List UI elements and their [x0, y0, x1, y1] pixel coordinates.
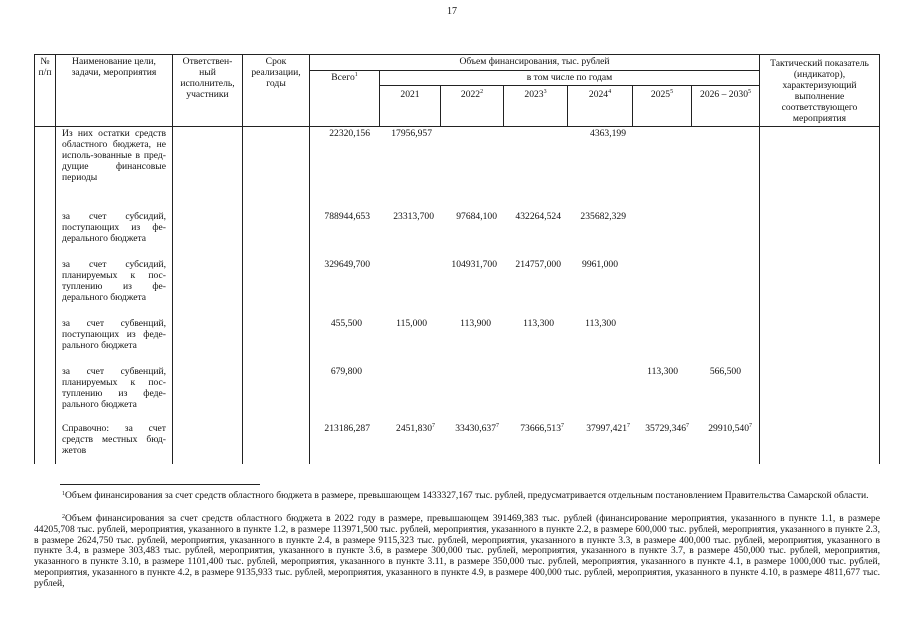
footnote-1: $^1$Объем финансирования за счет средств областного бюджета в размере, превышающем 1433327,167 тыс. рублей, предусматривается отдельным постановлением Правительства Самарской области. — [62, 490, 869, 501]
row-total: 329649,700 — [324, 259, 370, 270]
row-value: 23313,700 — [393, 211, 434, 222]
row-value: 113,300 — [585, 318, 616, 329]
row-value: 113,300 — [647, 366, 678, 377]
row-value: 113,300 — [523, 318, 554, 329]
row-value: 17956,957 — [391, 128, 432, 139]
row-value: 214757,000 — [515, 259, 561, 270]
row-value: 9961,000 — [582, 259, 618, 270]
row-value: 33430,637$^7$ — [455, 423, 499, 434]
financing-table — [34, 54, 880, 464]
row-total: 788944,653 — [324, 211, 370, 222]
footnote-2: $^2$Объем финансирования за счет средств областного бюджета в 2022 году в размере, превышающем 391469,383 тыс. рублей (финансирование мероприятия, указанного в пункте 1.1, в размере 44205,708 тыс. рублей, мероприятия, указанного в пункте 1.2, в размере 113971,500 тыс. рублей, мероприятия, указанного в пункте 2.2, в размере 600,000 тыс. рублей, мероприятия, указанного в пункте 2.3, в размере 2624,750 тыс. рублей, мероприятия, указанного в пункте 2.4, в размере 9115,323 тыс. рублей, мероприятия, указанного в пункте 3.3, в размере 400,000 тыс. рублей, мероприятия, указанного в пункте 3.4, в размере 303,483 тыс. рублей, мероприятия, указанного в пункте 3.6, в размере 300,000 тыс. рублей, мероприятия, указанного в пункте 3.7, в размере 450,000 тыс. рублей, мероприятия, указанного в пункте 3.10, в размере 1101,400 тыс. рублей, мероприятия, указанного в пункте 3.11, в размере 350,000 тыс. рублей, мероприятия, указанного в пункте 4.1, в размере 1000,000 тыс. рублей, мероприятия, указанного в пункте 4.2, в размере 9135,933 тыс. рублей, мероприятия, указанного в пункте 4.9, в размере 400,000 тыс. рублей, мероприятия, указанного в пункте 4.10, в размере 4811,677 тыс. рублей, — [34, 513, 880, 589]
row-name: Из них остатки средств областного бюджета, не исполь-зованные в пред-дущие финансовые периоды — [62, 128, 166, 183]
header-num: № п/п — [38, 56, 52, 78]
page-number: 17 — [447, 6, 457, 17]
row-value: 104931,700 — [451, 259, 497, 270]
header-year: 2023$^3$ — [524, 89, 547, 100]
header-year: 2021 — [400, 89, 420, 100]
header-year: 2025$^5$ — [650, 89, 674, 100]
row-total: 679,800 — [330, 366, 362, 377]
row-name: за счет субвенций, поступающих из феде-рального бюджета — [62, 318, 166, 351]
row-value: 432264,524 — [515, 211, 561, 222]
row-total: 213186,287 — [324, 423, 370, 434]
row-total: 22320,156 — [329, 128, 370, 139]
header-total: Всего$^1$ — [331, 72, 358, 83]
row-value: 29910,540$^7$ — [708, 423, 752, 434]
row-value: 566,500 — [709, 366, 741, 377]
header-responsible: Ответствен- ный исполнитель, участники — [180, 56, 235, 100]
row-name: за счет субсидий, планируемых к пос-туплению из фе-дерального бюджета — [62, 259, 166, 303]
row-total: 455,500 — [330, 318, 362, 329]
header-year: 2026 – 2030$^5$ — [700, 89, 751, 100]
footnote-separator — [60, 484, 260, 485]
row-value: 4363,199 — [590, 128, 626, 139]
header-volume: Объем финансирования, тыс. рублей — [459, 56, 610, 67]
row-value: 115,000 — [396, 318, 427, 329]
header-indicator: Тактический показатель (индикатор), характеризующий выполнение соответствующего мероприятия — [770, 58, 869, 124]
header-by-years: в том числе по годам — [526, 72, 613, 83]
row-value: 2451,830$^7$ — [396, 423, 435, 434]
header-year: 2022$^2$ — [460, 89, 484, 100]
row-value: 113,900 — [460, 318, 491, 329]
row-value: 73666,513$^7$ — [520, 423, 564, 434]
header-term: Срок реализации, годы — [251, 56, 301, 89]
row-value: 35729,346$^7$ — [645, 423, 689, 434]
row-name: за счет субсидий, поступающих из фе-дерального бюджета — [62, 211, 166, 244]
row-name: за счет субвенций, планируемых к пос-туплению из феде-рального бюджета — [62, 366, 166, 410]
row-value: 37997,421$^7$ — [586, 423, 630, 434]
row-value: 235682,329 — [580, 211, 626, 222]
header-year: 2024$^4$ — [588, 89, 612, 100]
row-value: 97684,100 — [456, 211, 497, 222]
header-name: Наименование цели, задачи, мероприятия — [71, 56, 157, 78]
row-name: Справочно: за счет средств местных бюд-жетов — [62, 423, 166, 456]
